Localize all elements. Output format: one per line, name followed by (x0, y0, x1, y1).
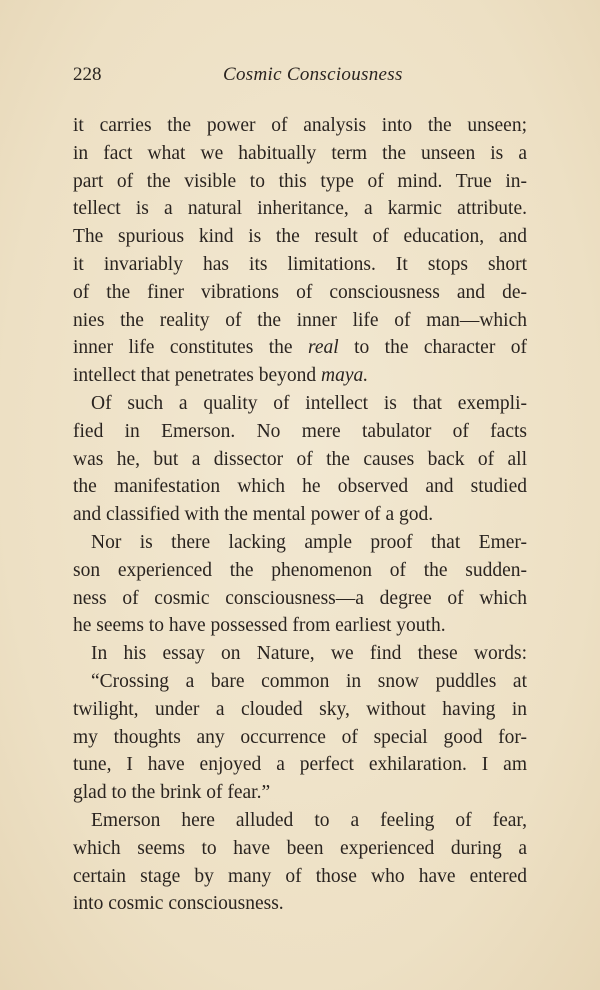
text-line: Of such a quality of intellect is that exempli- (91, 392, 527, 414)
text-line: tune, I have enjoyed a perfect exhilaration. I am (73, 754, 527, 776)
text-line: In his essay on Nature, we find these words: (91, 643, 527, 665)
text-line: in fact what we habitually term the unseen is a (73, 142, 527, 164)
text-line: Nor is there lacking ample proof that Emer- (91, 531, 527, 553)
page-header (73, 64, 527, 90)
text-line: which seems to have been experienced during a (73, 837, 527, 859)
text-segment: intellect that penetrates beyond (73, 365, 321, 387)
text-line: son experienced the phenomenon of the sudden- (73, 559, 527, 581)
text-line: he seems to have possessed from earliest youth. (73, 615, 446, 637)
running-title: Cosmic Consciousness (223, 64, 403, 85)
text-line (73, 334, 527, 362)
text-line: fied in Emerson. No mere tabulator of facts (73, 420, 527, 442)
text-line: it carries the power of analysis into the unseen; (73, 115, 527, 136)
text-line: of the finer vibrations of consciousness and de- (73, 281, 527, 303)
text-line: nies the reality of the inner life of man—which (73, 309, 527, 331)
text-line: the manifestation which he observed and studied (73, 476, 527, 498)
text-segment: inner life constitutes the (73, 337, 308, 359)
text-line: glad to the brink of fear.” (73, 782, 271, 804)
text-line: “Crossing a bare common in snow puddles at (91, 670, 527, 692)
italic-word: maya. (321, 365, 369, 387)
text-line: certain stage by many of those who have entered (73, 865, 527, 887)
text-line: my thoughts any occurrence of special good for- (73, 726, 527, 748)
italic-word: real (307, 337, 339, 359)
body-text (73, 112, 527, 918)
text-line: it invariably has its limitations. It stops short (73, 253, 527, 275)
text-line: The spurious kind is the result of education, and (73, 226, 527, 248)
text-segment: to the character of (338, 337, 527, 359)
text-line (73, 362, 527, 390)
text-line: and classified with the mental power of a god. (73, 504, 434, 526)
text-line: tellect is a natural inheritance, a karmic attribute. (73, 198, 527, 220)
text-line: Emerson here alluded to a feeling of fear, (91, 809, 527, 831)
text-line: twilight, under a clouded sky, without having in (73, 698, 527, 720)
text-line: was he, but a dissector of the causes back of all (73, 448, 527, 470)
text-line: part of the visible to this type of mind. True in- (73, 170, 527, 192)
text-line: ness of cosmic consciousness—a degree of which (73, 587, 527, 609)
page-number: 228 (73, 64, 102, 85)
text-line: into cosmic consciousness. (73, 893, 284, 915)
